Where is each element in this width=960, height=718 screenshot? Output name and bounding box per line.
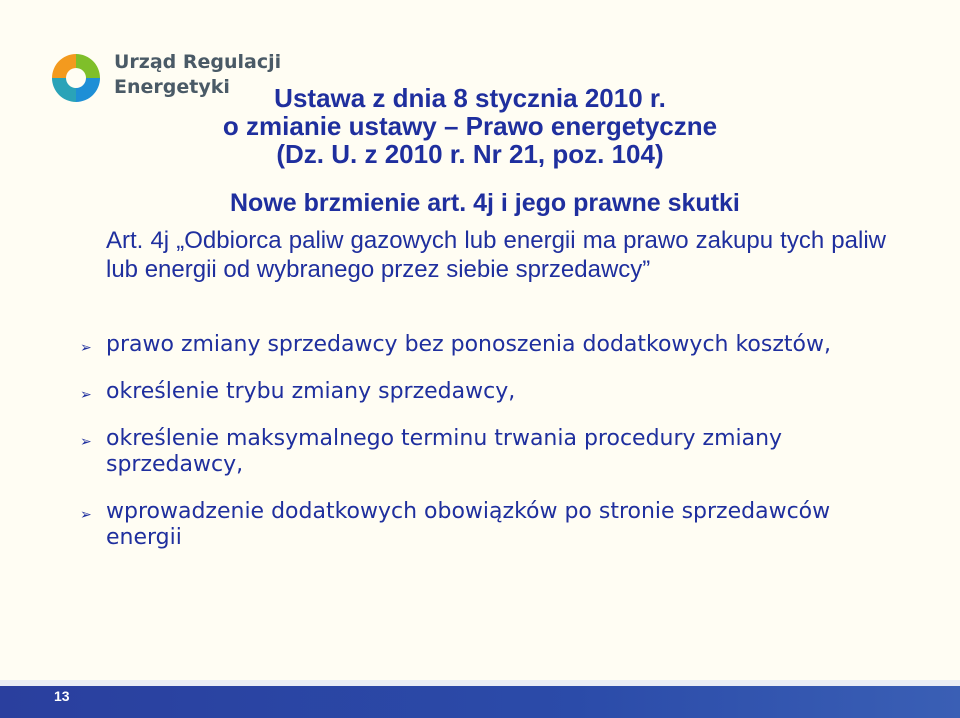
arrow-bullet-icon: ➢ <box>80 340 92 356</box>
logo-line-1: Urząd Regulacji <box>114 51 282 73</box>
arrow-bullet-icon: ➢ <box>80 387 92 403</box>
logo-line-2: Energetyki <box>114 76 230 98</box>
article-text: Art. 4j „Odbiorca paliw gazowych lub energii ma prawo zakupu tych paliw lub energii od wybranego przez siebie sprzedawcy” <box>106 227 886 283</box>
logo-mark-icon <box>48 50 104 106</box>
footer-bar <box>0 686 960 718</box>
bullet-text: określenie trybu zmiany sprzedawcy, <box>106 379 516 404</box>
title-line-2: o zmianie ustawy – Prawo energetyczne <box>222 111 718 141</box>
slide-subtitle: Nowe brzmienie art. 4j i jego prawne skutki <box>230 189 740 217</box>
bullet-text: prawo zmiany sprzedawcy bez ponoszenia dodatkowych kosztów, <box>106 332 831 357</box>
page-number: 13 <box>54 688 70 704</box>
bullet-list <box>80 332 900 572</box>
arrow-bullet-icon: ➢ <box>80 507 92 523</box>
bullet-text: określenie maksymalnego terminu trwania procedury zmiany sprzedawcy, <box>106 426 783 477</box>
bullet-item <box>80 426 900 478</box>
bullet-item <box>80 499 900 551</box>
bullet-text: wprowadzenie dodatkowych obowiązków po stronie sprzedawców energii <box>106 499 831 550</box>
bullet-item <box>80 379 900 405</box>
slide-title <box>150 84 790 168</box>
bullet-item <box>80 332 900 358</box>
title-line-1: Ustawa z dnia 8 stycznia 2010 r. <box>274 83 666 113</box>
arrow-bullet-icon: ➢ <box>80 434 92 450</box>
title-line-3: (Dz. U. z 2010 r. Nr 21, poz. 104) <box>276 139 664 169</box>
